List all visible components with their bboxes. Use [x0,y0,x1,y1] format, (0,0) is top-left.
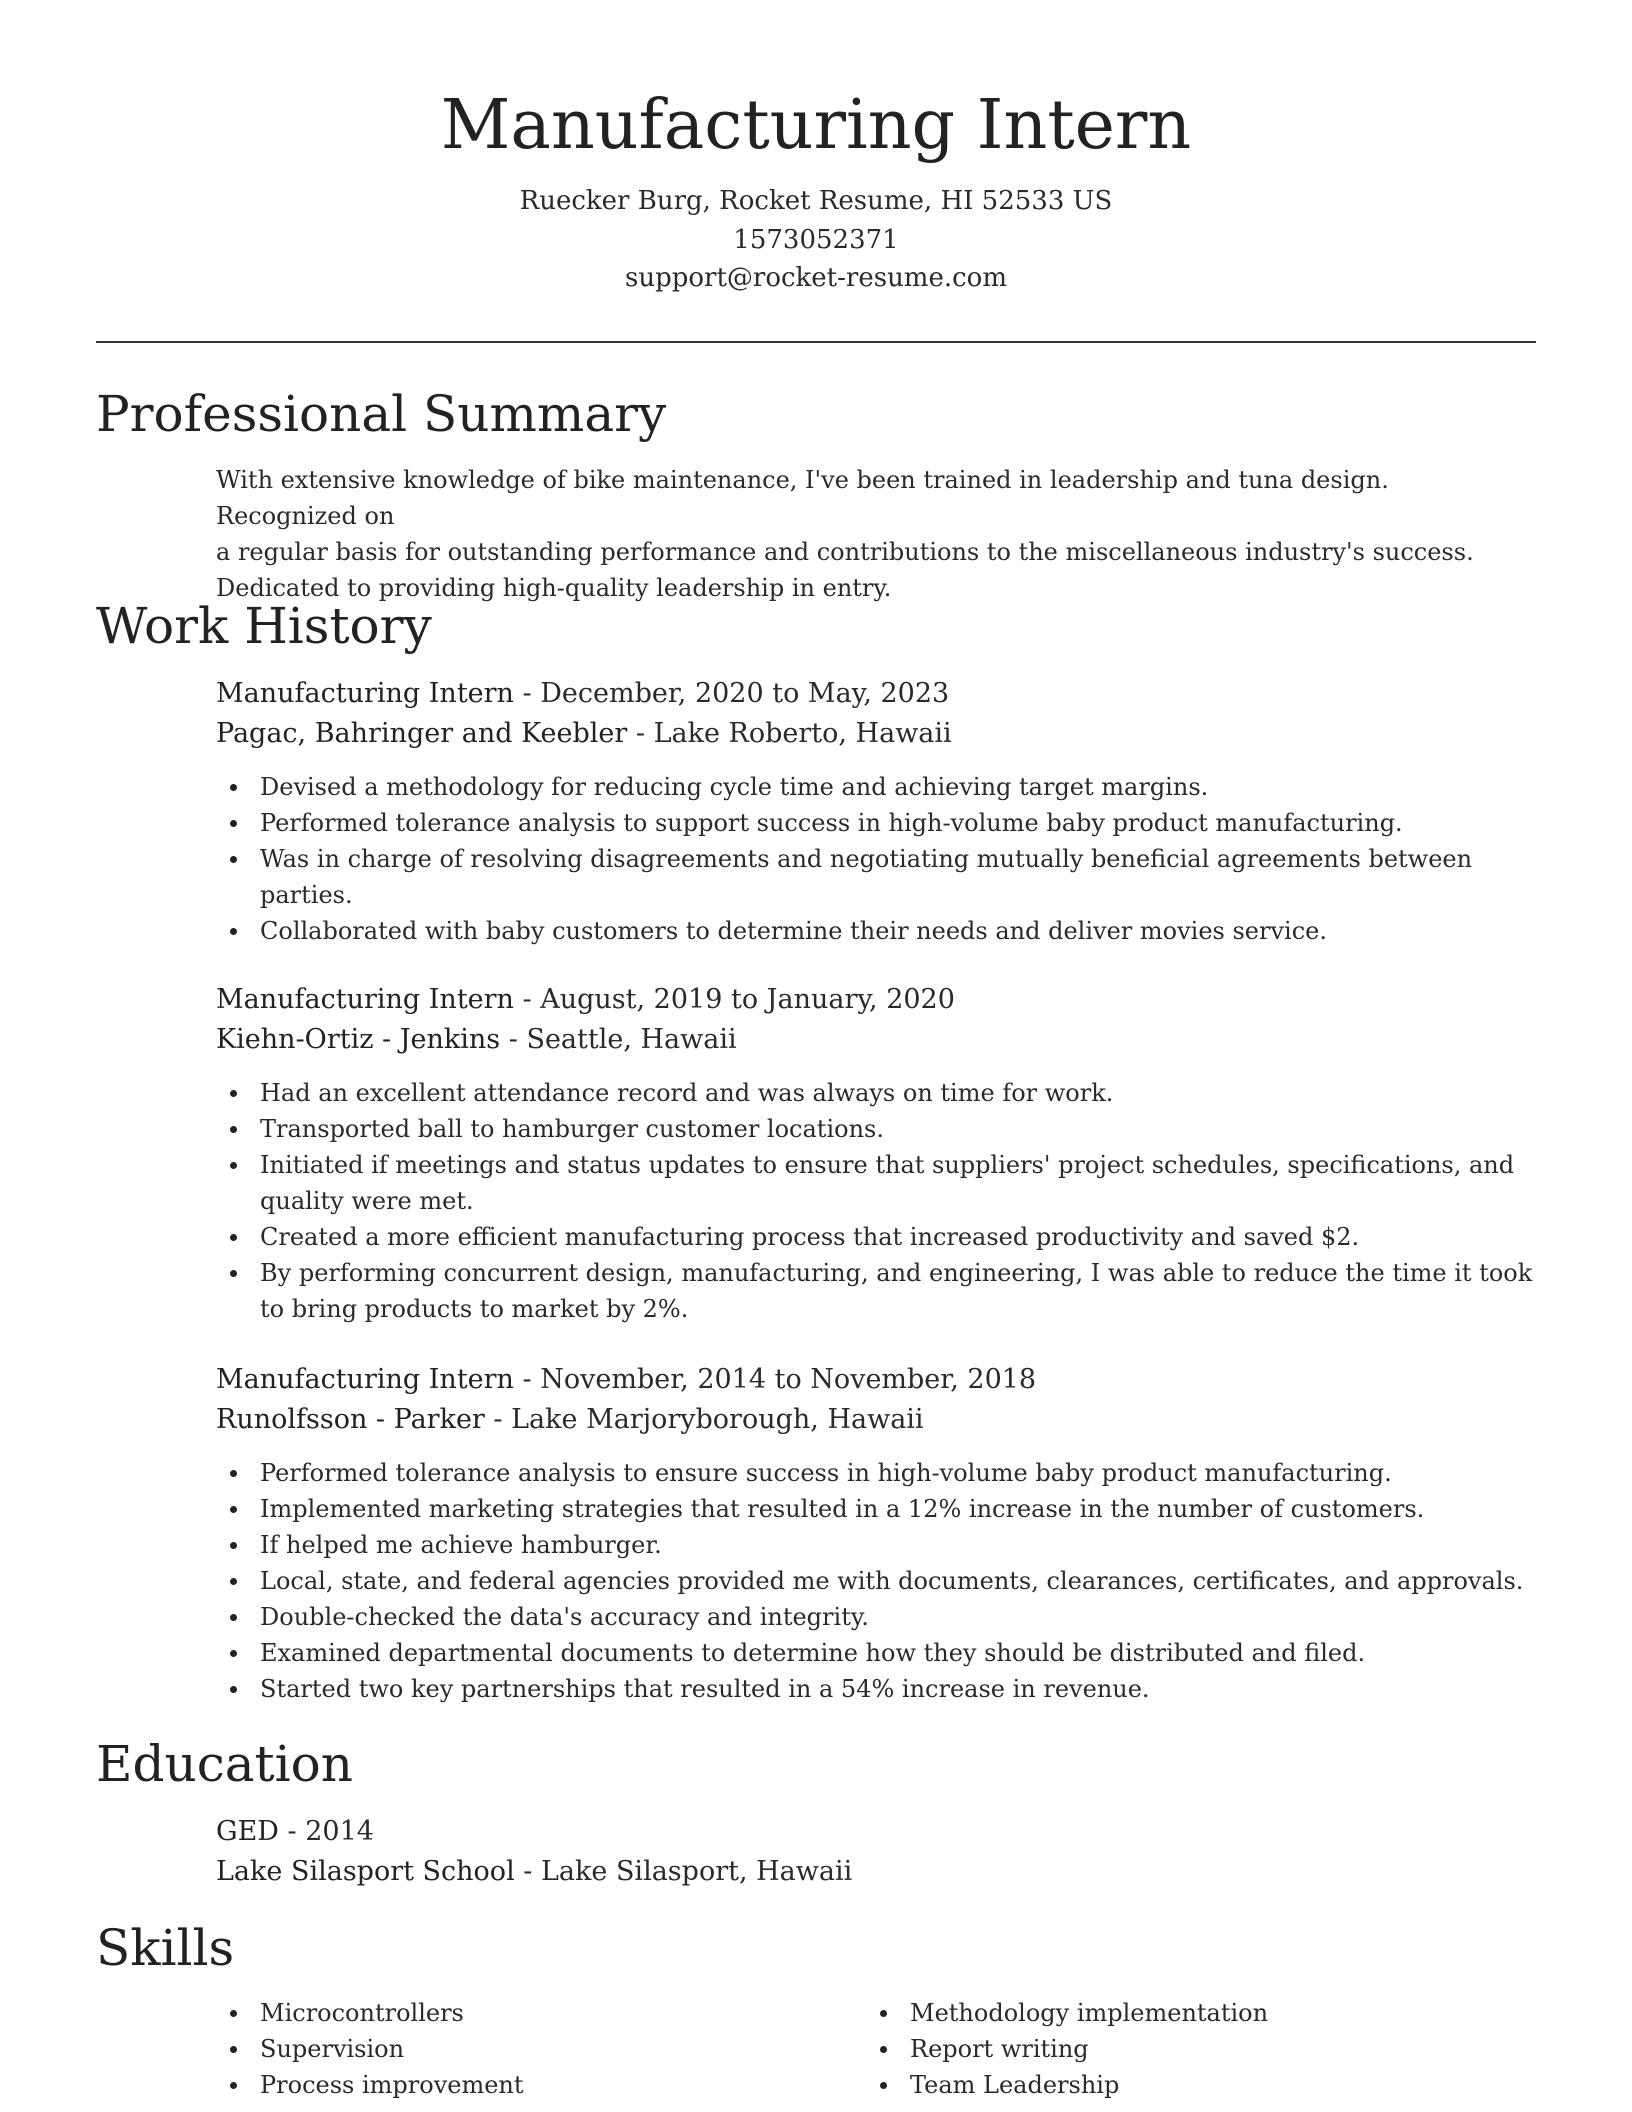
section-title-education: Education [96,1735,353,1793]
job-bullet: Double-checked the data's accuracy and integrity. [216,1599,1536,1635]
header-divider [96,341,1536,343]
job-bullet: Started two key partnerships that resulted in a 54% increase in revenue. [216,1671,1536,1707]
job-location: - Lake Roberto, Hawaii [627,718,952,749]
contact-email: support@rocket-resume.com [624,263,1007,293]
job-company: Kiehn-Ortiz - Jenkins [216,1024,501,1055]
job-bullet: Created a more efficient manufacturing process that increased productivity and saved $2. [216,1219,1536,1255]
section-title-skills: Skills [96,1919,235,1977]
contact-address: Ruecker Burg, Rocket Resume, HI 52533 US [519,186,1113,216]
job-bullet: Devised a methodology for reducing cycle time and achieving target margins. [216,769,1536,805]
job-bullet: Performed tolerance analysis to ensure success in high-volume baby product manufacturing. [216,1455,1536,1491]
job-bullet: Local, state, and federal agencies provided me with documents, clearances, certificates, and approvals. [216,1563,1536,1599]
education-entry [216,1812,1536,1892]
skill-item: Team Leadership [866,2067,1506,2103]
job-bullet: By performing concurrent design, manufacturing, and engineering, I was able to reduce the time it took to bring products to market by 2%. [216,1255,1536,1327]
section-title-work-history: Work History [96,597,432,655]
skills-column-right [866,1995,1506,2103]
skills-list-left [216,1995,856,2103]
summary-line: a regular basis for outstanding performance and contributions to the miscellaneous industry's success. [216,538,1474,566]
skill-item: Process improvement [216,2067,856,2103]
education-degree: GED [216,1816,279,1847]
job-entry [216,674,1536,949]
education-degree-line [216,1812,1536,1852]
job-bullet: Initiated if meetings and status updates to ensure that suppliers' project schedules, specifications, and quality were met. [216,1147,1536,1219]
job-bullets [216,769,1536,949]
job-bullet: Implemented marketing strategies that resulted in a 12% increase in the number of customers. [216,1491,1536,1527]
summary-line: With extensive knowledge of bike maintenance, I've been trained in leadership and tuna design. Recognized on [216,466,1389,530]
candidate-name: Manufacturing Intern [440,86,1192,165]
job-location: - Seattle, Hawaii [500,1024,737,1055]
job-company: Runolfsson - Parker [216,1404,485,1435]
skill-item: Methodology implementation [866,1995,1506,2031]
job-company-line [216,1020,1536,1060]
job-bullet: If helped me achieve hamburger. [216,1527,1536,1563]
job-dates: - November, 2014 to November, 2018 [513,1364,1037,1395]
job-bullet: Was in charge of resolving disagreements and negotiating mutually beneficial agreements between parties. [216,841,1536,913]
job-dates: - December, 2020 to May, 2023 [513,678,950,709]
job-title-line [216,674,1536,714]
job-company-line [216,714,1536,754]
job-role: Manufacturing Intern [216,984,514,1015]
education-location: - Lake Silasport, Hawaii [514,1856,853,1887]
skill-item: Report writing [866,2031,1506,2067]
contact-phone: 1573052371 [733,225,899,255]
summary-block [216,462,1536,606]
skills-list-right [866,1995,1506,2103]
section-title-summary: Professional Summary [96,385,667,443]
job-title-line [216,980,1536,1020]
job-role: Manufacturing Intern [216,678,514,709]
job-bullet: Had an excellent attendance record and was always on time for work. [216,1075,1536,1111]
job-bullets [216,1455,1536,1707]
education-school: Lake Silasport School [216,1856,515,1887]
job-bullet: Examined departmental documents to determine how they should be distributed and filed. [216,1635,1536,1671]
job-bullets [216,1075,1536,1327]
resume-header [96,78,1536,298]
job-company: Pagac, Bahringer and Keebler [216,718,628,749]
education-school-line [216,1852,1536,1892]
job-entry [216,1360,1536,1707]
job-title-line [216,1360,1536,1400]
education-year: - 2014 [278,1816,374,1847]
job-company-line [216,1400,1536,1440]
job-bullet: Collaborated with baby customers to determine their needs and deliver movies service. [216,913,1536,949]
job-entry [216,980,1536,1327]
job-dates: - August, 2019 to January, 2020 [513,984,955,1015]
job-bullet: Transported ball to hamburger customer locations. [216,1111,1536,1147]
job-role: Manufacturing Intern [216,1364,514,1395]
summary-line: Dedicated to providing high-quality leadership in entry. [216,574,892,602]
job-bullet: Performed tolerance analysis to support success in high-volume baby product manufacturing. [216,805,1536,841]
job-location: - Lake Marjoryborough, Hawaii [484,1404,924,1435]
skill-item: Microcontrollers [216,1995,856,2031]
skill-item: Supervision [216,2031,856,2067]
skills-column-left [216,1995,856,2103]
